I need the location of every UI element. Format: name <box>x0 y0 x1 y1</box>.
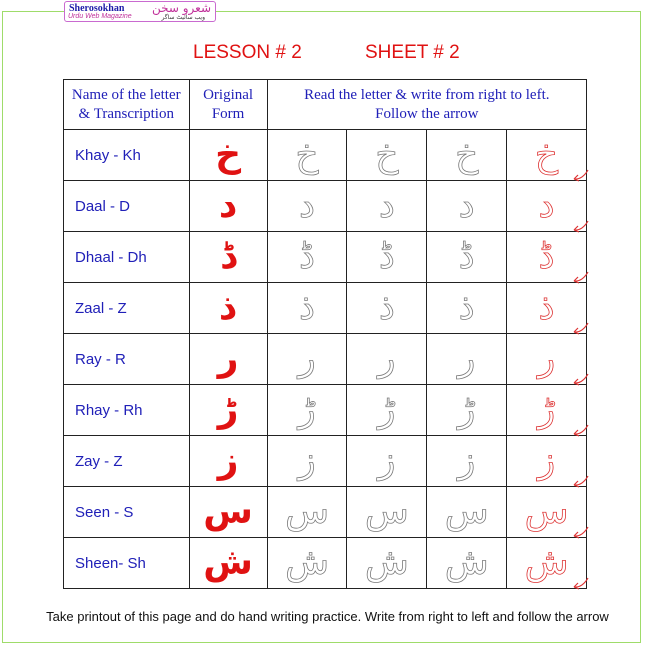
logo-name-en: Sherosokhan <box>69 3 125 14</box>
letter-name: Khay - Kh <box>64 130 190 181</box>
original-letter: ر <box>189 334 267 385</box>
trace-glyph: د <box>458 185 475 226</box>
letter-name: Seen - S <box>64 487 190 538</box>
trace-glyph: ڑ <box>537 389 556 430</box>
footer-instruction: Take printout of this page and do hand writing practice. Write from right to left and follow the arrow <box>46 609 609 624</box>
trace-letter-with-arrow[interactable] <box>507 232 587 283</box>
header-original-line2: Form <box>211 105 245 122</box>
header-practice-line2: Follow the arrow <box>375 105 479 122</box>
trace-letter[interactable] <box>347 436 427 487</box>
header-practice <box>267 80 586 130</box>
trace-glyph: س <box>444 491 489 532</box>
trace-glyph: ز <box>378 440 396 481</box>
trace-glyph: خ <box>455 134 479 175</box>
table-header-row <box>64 80 587 130</box>
trace-letter[interactable] <box>427 436 507 487</box>
trace-glyph: ر <box>378 338 396 379</box>
trace-glyph: ش <box>524 542 569 583</box>
trace-letter-with-arrow[interactable] <box>507 181 587 232</box>
letter-name: Daal - D <box>64 181 190 232</box>
trace-letter[interactable] <box>267 181 347 232</box>
trace-glyph: ڑ <box>458 389 476 430</box>
logo-tagline-ur: ویب سائیٹ ساگر <box>161 14 205 21</box>
trace-letter[interactable] <box>427 232 507 283</box>
trace-letter[interactable] <box>347 487 427 538</box>
table-row <box>64 436 587 487</box>
trace-glyph: ر <box>537 338 556 379</box>
table-row <box>64 232 587 283</box>
trace-letter-with-arrow[interactable] <box>507 283 587 334</box>
table-row <box>64 487 587 538</box>
original-letter: د <box>189 181 267 232</box>
trace-glyph: ز <box>458 440 476 481</box>
table-row <box>64 130 587 181</box>
trace-glyph: د <box>538 185 555 226</box>
trace-letter[interactable] <box>427 283 507 334</box>
trace-letter-with-arrow[interactable] <box>507 436 587 487</box>
practice-table <box>63 79 587 589</box>
logo-tagline-en: Urdu Web Magazine <box>68 13 132 20</box>
letter-name: Zaal - Z <box>64 283 190 334</box>
trace-glyph: خ <box>375 134 399 175</box>
trace-letter[interactable] <box>267 385 347 436</box>
trace-glyph: ڈ <box>538 236 555 277</box>
trace-glyph: س <box>285 491 330 532</box>
trace-letter[interactable] <box>427 385 507 436</box>
trace-glyph: ر <box>298 338 316 379</box>
trace-glyph: ز <box>537 440 556 481</box>
trace-glyph: ذ <box>378 287 395 328</box>
page-title <box>0 42 655 66</box>
original-letter: ڑ <box>189 385 267 436</box>
original-letter: ذ <box>189 283 267 334</box>
logo-name-ur: شعرو سخن <box>151 1 211 15</box>
table-row <box>64 334 587 385</box>
trace-letter[interactable] <box>267 334 347 385</box>
header-name <box>64 80 190 130</box>
trace-letter[interactable] <box>427 538 507 589</box>
trace-letter-with-arrow[interactable] <box>507 130 587 181</box>
trace-glyph: ش <box>285 542 330 583</box>
trace-letter[interactable] <box>427 487 507 538</box>
trace-letter[interactable] <box>267 232 347 283</box>
letter-name: Ray - R <box>64 334 190 385</box>
trace-letter[interactable] <box>427 130 507 181</box>
trace-letter[interactable] <box>267 283 347 334</box>
trace-glyph: د <box>378 185 395 226</box>
header-name-line2: & Transcription <box>78 105 174 122</box>
trace-glyph: ڈ <box>458 236 475 277</box>
letter-name: Rhay - Rh <box>64 385 190 436</box>
original-letter: ش <box>189 538 267 589</box>
trace-glyph: ڈ <box>299 236 316 277</box>
original-letter: ز <box>189 436 267 487</box>
trace-letter[interactable] <box>347 232 427 283</box>
trace-glyph: د <box>299 185 316 226</box>
original-letter: ڈ <box>189 232 267 283</box>
letter-name: Dhaal - Dh <box>64 232 190 283</box>
trace-glyph: ذ <box>538 287 555 328</box>
lesson-label: LESSON # 2 <box>193 42 302 63</box>
header-practice-line1: Read the letter & write from right to left. <box>304 86 550 103</box>
trace-letter[interactable] <box>267 487 347 538</box>
letter-name: Sheen- Sh <box>64 538 190 589</box>
trace-glyph: ر <box>458 338 476 379</box>
trace-letter[interactable] <box>347 538 427 589</box>
trace-glyph: ذ <box>299 287 316 328</box>
trace-letter-with-arrow[interactable] <box>507 538 587 589</box>
site-logo[interactable] <box>64 1 216 22</box>
table-row <box>64 181 587 232</box>
header-original-line1: Original <box>203 86 254 103</box>
table-row <box>64 538 587 589</box>
trace-letter-with-arrow[interactable] <box>507 334 587 385</box>
trace-letter[interactable] <box>347 181 427 232</box>
direction-arrow-icon <box>572 576 590 590</box>
trace-letter-with-arrow[interactable] <box>507 385 587 436</box>
trace-letter[interactable] <box>267 436 347 487</box>
trace-glyph: ش <box>364 542 409 583</box>
trace-letter[interactable] <box>347 385 427 436</box>
sheet-label: SHEET # 2 <box>365 42 460 63</box>
trace-letter-with-arrow[interactable] <box>507 487 587 538</box>
trace-letter[interactable] <box>347 130 427 181</box>
header-name-line1: Name of the letter <box>71 86 181 103</box>
trace-letter[interactable] <box>267 130 347 181</box>
trace-glyph: ڈ <box>378 236 395 277</box>
trace-letter[interactable] <box>347 334 427 385</box>
trace-letter[interactable] <box>347 283 427 334</box>
trace-glyph: س <box>524 491 569 532</box>
trace-glyph: ز <box>298 440 316 481</box>
trace-glyph: خ <box>295 134 319 175</box>
trace-glyph: س <box>364 491 409 532</box>
trace-letter[interactable] <box>427 181 507 232</box>
trace-glyph: ش <box>444 542 489 583</box>
trace-glyph: خ <box>534 134 559 175</box>
trace-glyph: ڑ <box>298 389 316 430</box>
trace-letter[interactable] <box>427 334 507 385</box>
trace-letter[interactable] <box>267 538 347 589</box>
trace-glyph: ذ <box>458 287 475 328</box>
original-letter: خ <box>189 130 267 181</box>
table-row <box>64 283 587 334</box>
table-row <box>64 385 587 436</box>
original-letter: س <box>189 487 267 538</box>
header-original <box>189 80 267 130</box>
letter-name: Zay - Z <box>64 436 190 487</box>
trace-glyph: ڑ <box>378 389 396 430</box>
